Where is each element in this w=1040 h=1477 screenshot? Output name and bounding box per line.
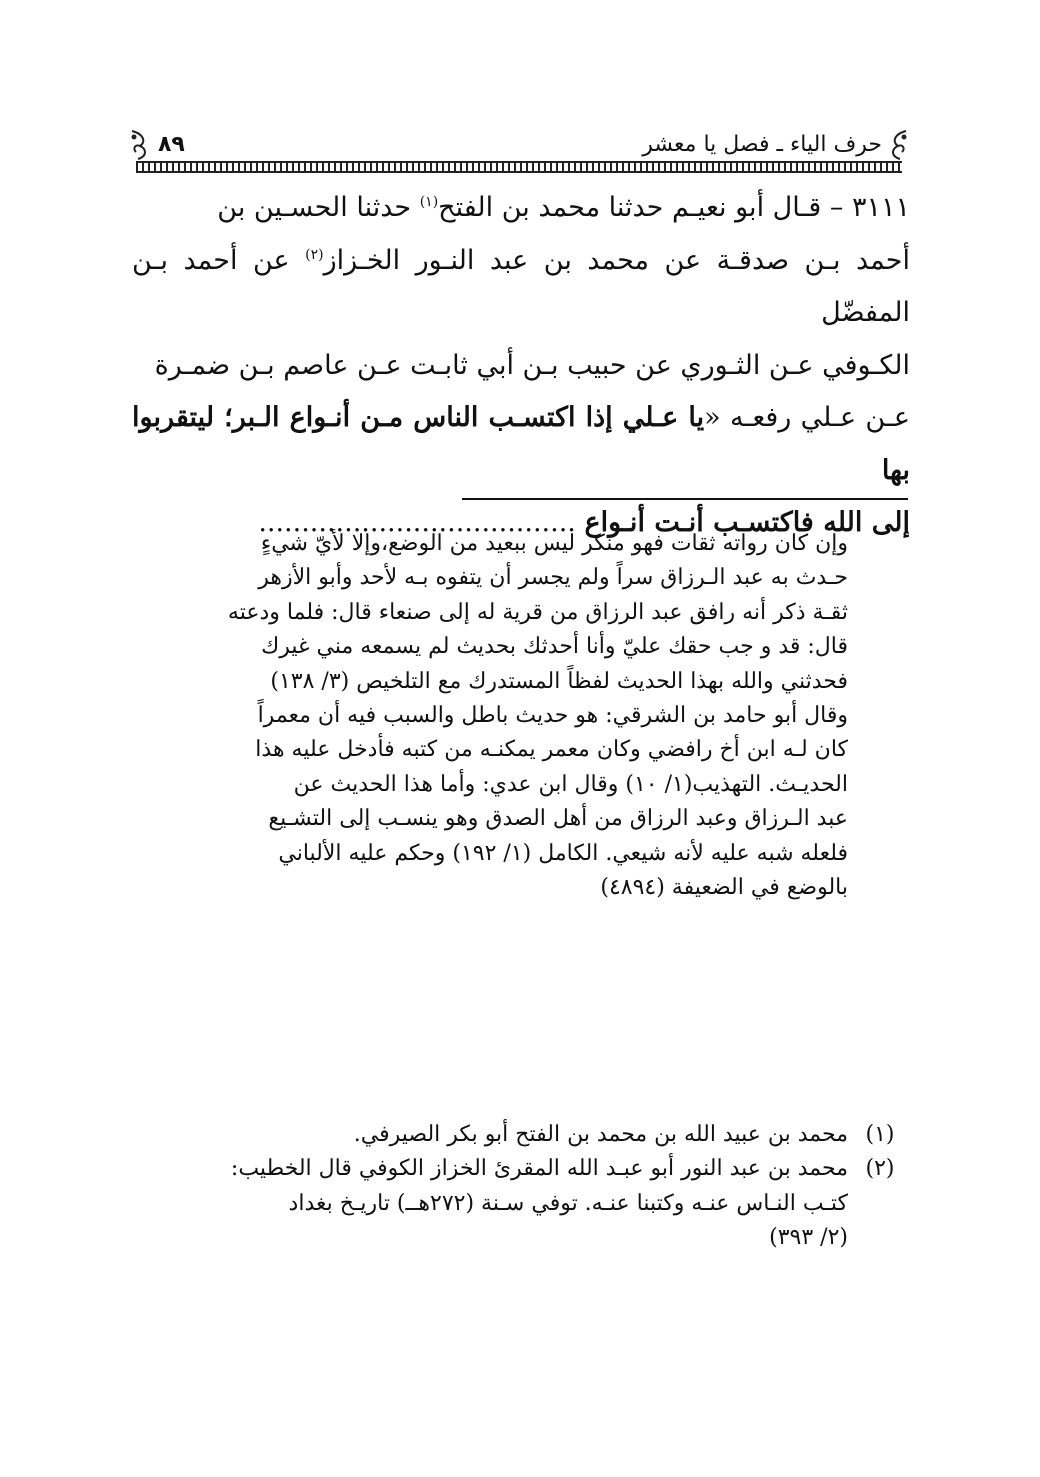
- page-header: [128, 128, 910, 178]
- commentary-line: قال: قد و جب حقك عليّ وأنا أحدثك بحديث لم يسمعه مني غيرك: [261, 634, 848, 660]
- footnote-text: محمد بن عبيد الله بن محمد بن الفتح أبو بكر الصيرفي.: [353, 1122, 848, 1147]
- hadith-line: الكـوفي عـن الثـوري عن حبيب بـن أبي ثابـت عـن عاصم بـن ضمـرة: [154, 349, 910, 381]
- footnote-number: (٢): [865, 1156, 895, 1182]
- footnotes-list: [130, 1118, 910, 1256]
- hadith-text: [132, 182, 910, 550]
- hadith-line: عـن عـلي رفعـه «يا عـلي إذا اكتسـب الناس مـن أنـواع الـبر؛ ليتقربوا بها: [132, 402, 910, 486]
- floral-ornament-icon: [128, 128, 154, 162]
- header-rule: [136, 161, 902, 173]
- commentary-line: وإن كان رواته ثقات فهو منكر ليس ببعيد من الوضع،وإلا لأيّ شيءٍ: [260, 531, 848, 556]
- floral-ornament-icon: [884, 128, 910, 162]
- hadith-matn: إلى الله فاكتسـب أنـت أنـواع: [584, 507, 910, 538]
- commentary-line: بالوضع في الضعيفة (٤٨٩٤): [600, 875, 848, 901]
- commentary-line: الحديـث. التهذيب(١/ ١٠) وقال ابن عدي: وأما هذا الحديث عن: [293, 771, 848, 797]
- commentary-line: عبد الـرزاق وعبد الرزاق من أهل الصدق وهو ينسـب إلى التشـيع: [268, 806, 848, 832]
- footnote-text: محمد بن عبد النور أبو عبـد الله المقرئ الخزاز الكوفي قال الخطيب: كتـب النـاس عنـه وكتبنا عنـه. توفي سـنة (٢٧٢هــ) تاريـخ بغداد (٢/ ٣٩٣): [230, 1156, 848, 1251]
- footnote-marker[interactable]: (٢): [305, 246, 324, 263]
- commentary-line: فحدثني والله بهذا الحديث لفظاً المستدرك مع التلخيص (٣/ ١٣٨): [270, 668, 848, 694]
- footnote-separator: [462, 498, 908, 500]
- hadith-line: أحمد بـن صدقـة عن محمد بن عبد النـور الخـزاز$^{(٢)}$ عن أحمد بـن المفضّل: [132, 244, 910, 328]
- commentary-line: ثقـة ذكر أنه رافق عبد الرزاق من قرية له إلى صنعاء قال: فلما ودعته: [227, 599, 848, 625]
- commentary-line: فلعله شبه عليه لأنه شيعي. الكامل (١/ ١٩٢) وحكم عليه الألباني: [278, 840, 848, 866]
- footnote-item: [130, 1152, 910, 1255]
- commentary-line: كان لـه ابن أخ رافضي وكان معمر يمكنـه من كتبه فأدخل عليه هذا: [255, 737, 848, 763]
- footnote-item: [130, 1118, 910, 1152]
- running-header-title: حرف الياء ـ فصل يا معشر: [642, 132, 882, 157]
- commentary-line: حـدث به عبد الـرزاق سراً ولم يجسر أن يتفوه بـه لأحد وأبو الأزهر: [258, 565, 848, 591]
- footnote-marker[interactable]: (١): [419, 194, 439, 210]
- ellipsis-dots: .....................................: [258, 507, 585, 538]
- commentary-block: [130, 527, 848, 905]
- hadith-matn: يا عـلي إذا اكتسـب الناس مـن أنـواع الـبر؛ ليتقربوا بها: [132, 402, 910, 486]
- commentary-line: وقال أبو حامد بن الشرقي: هو حديث باطل والسبب فيه أن معمراً: [257, 703, 848, 729]
- page-number: ٨٩: [158, 132, 185, 157]
- hadith-line: ٣١١١ – قـال أبو نعيـم حدثنا محمد بن الفتح$^{(١)}$ حدثنا الحسـين بن: [217, 192, 910, 223]
- footnote-number: (١): [865, 1122, 895, 1147]
